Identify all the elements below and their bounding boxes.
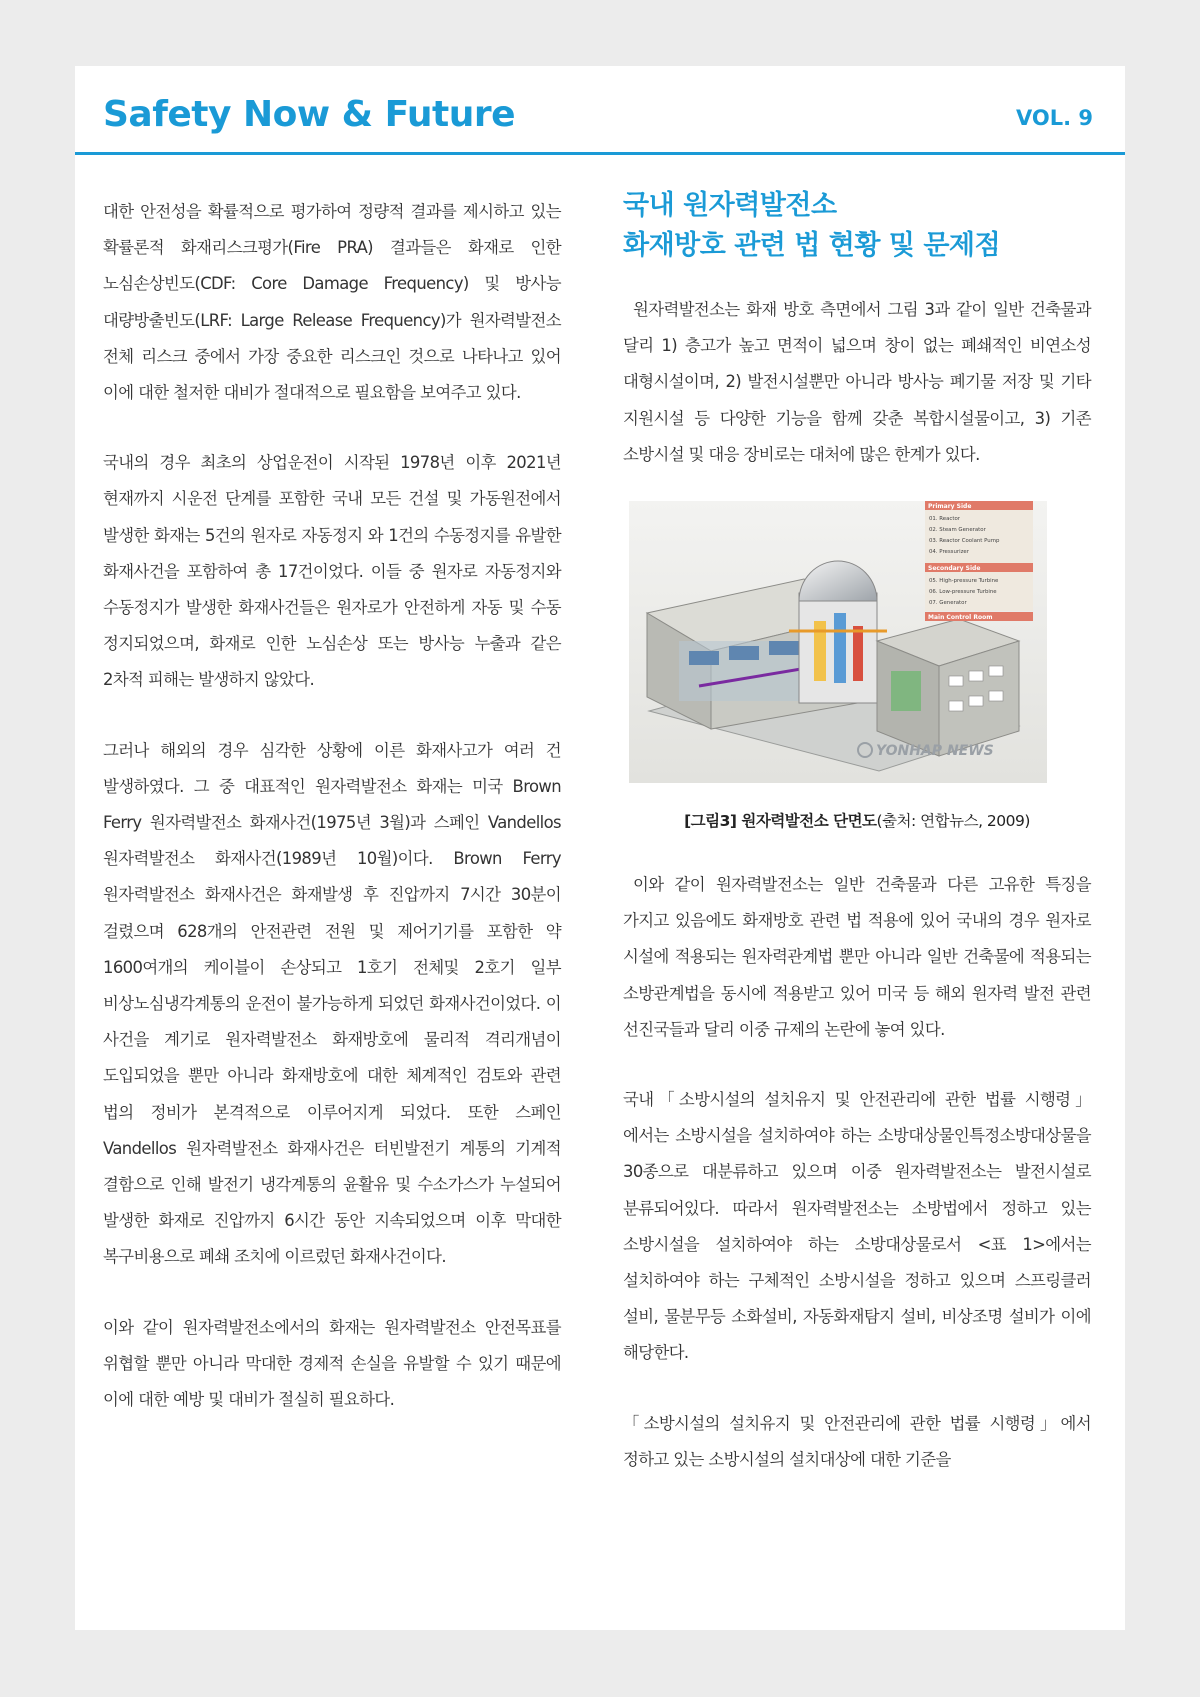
header [75, 66, 1125, 155]
legend-item: 03. Reactor Coolant Pump [929, 538, 1000, 545]
body-paragraph: 원자력발전소는 화재 방호 측면에서 그림 3과 같이 일반 건축물과 달리 1) 층고가 높고 면적이 넓으며 창이 없는 폐쇄적인 비연소성 대형시설이며, 2) 발전시설뿐만 아니라 방사능 폐기물 저장 및 기타 지원시설 등 다양한 기능을 함께 갖춘 복합시설물이고, 3) 기존 소방시설 및 대응 장비로는 대처에 많은 한계가 있다. [623, 300, 1091, 464]
magazine-title: Safety Now & Future [103, 94, 516, 135]
figure-caption [623, 809, 1091, 831]
section-title-line2: 화재방호 관련 법 현황 및 문제점 [623, 230, 1001, 261]
page [75, 66, 1125, 1630]
body-paragraph: 대한 안전성을 확률적으로 평가하여 정량적 결과를 제시하고 있는 확률론적 화재리스크평가(Fire PRA) 결과들은 화재로 인한 노심손상빈도(CDF: Core Damage Frequency) 및 방사능 대량방출빈도(LRF: Large Release Frequency)가 원자력발전소 전체 리스크 중에서 가장 중요한 리스크인 것으로 나타나고 있어 이에 대한 철저한 대비가 절대적으로 필요함을 보여주고 있다. [103, 202, 561, 403]
body-paragraph: 국내의 경우 최초의 상업운전이 시작된 1978년 이후 2021년 현재까지 시운전 단계를 포함한 국내 모든 건설 및 가동원전에서 발생한 화재는 5건의 원자로 자동정지 와 1건의 수동정지를 유발한 화재사건을 포함하여 총 17건이었다. 이들 중 원자로 자동정지와 수동정지가 발생한 화재사건들은 원자로가 안전하게 자동 및 수동 정지되었으며, 화재로 인한 노심손상 또는 방사능 누출과 같은 2차적 피해는 발생하지 않았다. [103, 453, 561, 690]
legend-item: 01. Reactor [929, 516, 961, 523]
legend-primary-header: Primary Side [928, 503, 972, 511]
legend-item: 06. Low-pressure Turbine [929, 589, 997, 596]
section-title [623, 186, 1091, 266]
body-paragraph: 국내「소방시설의 설치유지 및 안전관리에 관한 법률 시행령」에서는 소방시설을 설치하여야 하는 소방대상물인특정소방대상물을 30종으로 대분류하고 있으며 이중 원자력발전소는 발전시설로 분류되어있다. 따라서 원자력발전소는 소방법에서 정하고 있는 소방시설을 설치하여야 하는 소방대상물로서 <표 1>에서는 설치하여야 하는 구체적인 소방시설을 정하고 있으며 스프링클러 설비, 물분무등 소화설비, 자동화재탐지 설비, 비상조명 설비가 이에 해당한다. [623, 1090, 1091, 1363]
body-paragraph: 그러나 해외의 경우 심각한 상황에 이른 화재사고가 여러 건 발생하였다. 그 중 대표적인 원자력발전소 화재는 미국 Brown Ferry 원자력발전소 화재사건(1975년 3월)과 스페인 Vandellos 원자력발전소 화재사건(1989년 10월)이다. Brown Ferry 원자력발전소 화재사건은 화재발생 후 진압까지 7시간 30분이 걸렸으며 628개의 안전관련 전원 및 제어기기를 포함한 약 1600여개의 케이블이 손상되고 1호기 전체및 2호기 일부 비상노심냉각계통의 운전이 불가능하게 되었던 화재사건이었다. 이 사건을 계기로 원자력발전소 화재방호에 물리적 격리개념이 도입되었을 뿐만 아니라 화재방호에 대한 체계적인 검토와 관련 법의 정비가 본격적으로 이루어지게 되었다. 또한 스페인 Vandellos 원자력발전소 화재사건은 터빈발전기 계통의 기계적 결함으로 인해 발전기 냉각계통의 윤활유 및 수소가스가 누설되어 발생한 화재로 진압까지 6시간 동안 지속되었으며 이후 막대한 복구비용으로 폐쇄 조치에 이르렀던 화재사건이다. [103, 740, 561, 1267]
right-column [623, 186, 1091, 1512]
legend-item: 05. High-pressure Turbine [929, 578, 999, 585]
section-title-line1: 국내 원자력발전소 [623, 190, 837, 221]
legend-item: 07. Generator [929, 600, 967, 607]
watermark-text: YONHAP NEWS [876, 743, 994, 760]
legend-item: 04. Pressurizer [929, 549, 969, 556]
body-paragraph: 「소방시설의 설치유지 및 안전관리에 관한 법률 시행령」에서 정하고 있는 소방시설의 설치대상에 대한 기준을 [623, 1413, 1091, 1469]
left-column [103, 194, 561, 1452]
volume-number: VOL. 9 [1015, 106, 1093, 130]
plant-cross-section-figure [629, 501, 1047, 783]
body-paragraph: 이와 같이 원자력발전소에서의 화재는 원자력발전소 안전목표를 위협할 뿐만 아니라 막대한 경제적 손실을 유발할 수 있기 때문에 이에 대한 예방 및 대비가 절실히 필요하다. [103, 1317, 561, 1410]
legend-secondary-header: Secondary Side [928, 565, 981, 573]
body-paragraph: 이와 같이 원자력발전소는 일반 건축물과 다른 고유한 특징을 가지고 있음에도 화재방호 관련 법 적용에 있어 국내의 경우 원자로 시설에 적용되는 원자력관계법 뿐만 아니라 일반 건축물에 적용되는 소방관계법을 동시에 적용받고 있어 미국 등 해외 원자력 발전 관련 선진국들과 달리 이중 규제의 논란에 놓여 있다. [623, 875, 1091, 1039]
figure-caption-source: (출처: 연합뉴스, 2009) [876, 812, 1030, 831]
legend-item: 02. Steam Generator [929, 527, 986, 534]
plant-cross-section-illustration [629, 501, 1047, 783]
figure-caption-label: [그림3] 원자력발전소 단면도 [684, 812, 877, 831]
legend-control-room: Main Control Room [928, 614, 993, 622]
